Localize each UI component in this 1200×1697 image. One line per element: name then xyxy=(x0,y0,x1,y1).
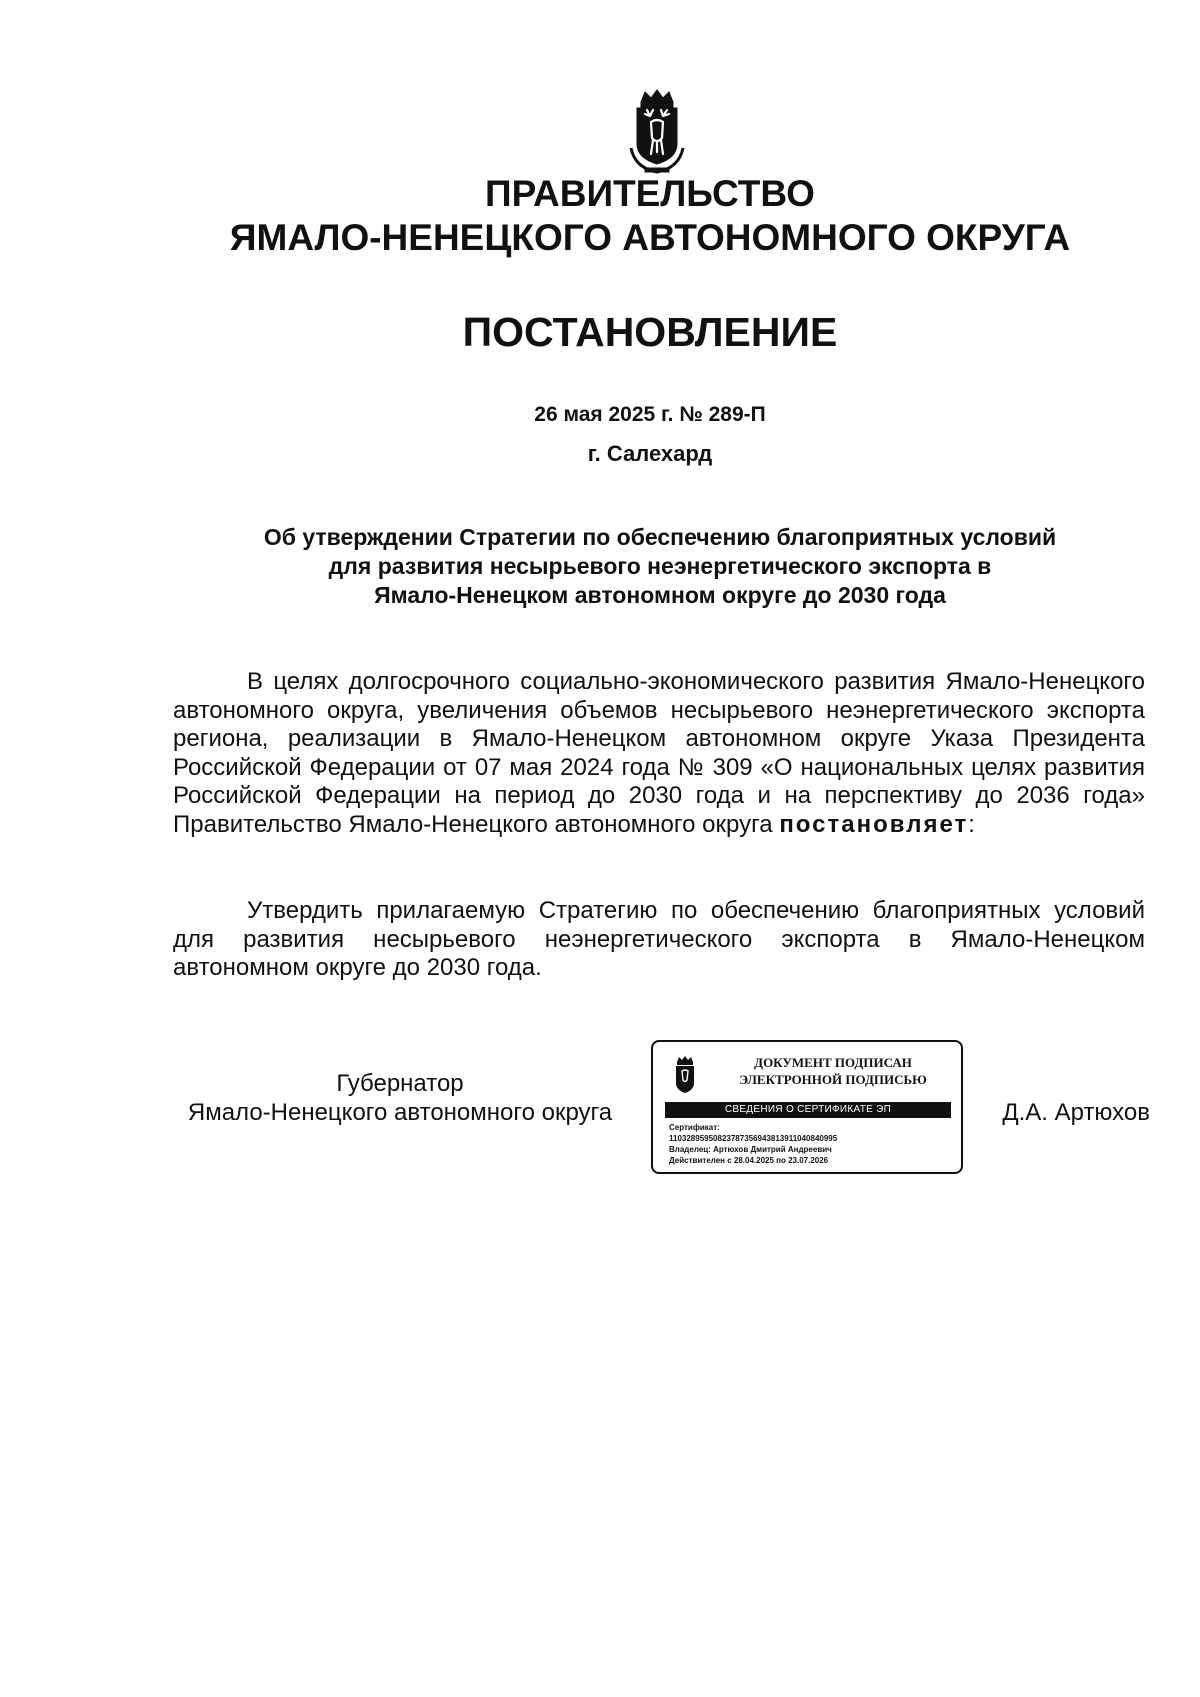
resolution-paragraph: Утвердить прилагаемую Стратегию по обеспечению благоприятных условий для развития несырьевого неэнергетического экспорта в Ямало-Ненецком автономном округе до 2030 года. xyxy=(173,897,1145,981)
certificate-validity: Действителен с 28.04.2025 по 23.07.2026 xyxy=(669,1156,829,1165)
government-name-line2: ЯМАЛО-НЕНЕЦКОГО АВТОНОМНОГО ОКРУГА xyxy=(229,217,1071,258)
signer-name: Д.А. Артюхов xyxy=(1002,1099,1150,1126)
stamp-heading-line1: ДОКУМЕНТ ПОДПИСАН xyxy=(754,1055,912,1070)
preamble-paragraph xyxy=(173,668,1145,839)
stamp-heading xyxy=(713,1054,953,1088)
certificate-owner: Владелец: Артюхов Дмитрий Андреевич xyxy=(669,1145,832,1154)
certificate-info-bar: СВЕДЕНИЯ О СЕРТИФИКАТЕ ЭП xyxy=(665,1102,951,1118)
subject-line: Об утверждении Стратегии по обеспечению благоприятных условий xyxy=(263,524,1057,550)
signatory-title: Губернатор xyxy=(336,1070,464,1097)
stamp-emblem-icon xyxy=(671,1056,699,1096)
document-date-number: 26 мая 2025 г. № 289-П xyxy=(534,403,766,426)
stamp-heading-line2: ЭЛЕКТРОННОЙ ПОДПИСЬЮ xyxy=(739,1072,927,1087)
certificate-label: Сертификат: xyxy=(669,1123,720,1132)
subject-line: Ямало-Ненецком автономном округе до 2030 года xyxy=(374,582,946,608)
document-type-title: ПОСТАНОВЛЕНИЕ xyxy=(462,309,838,355)
government-name-line1: ПРАВИТЕЛЬСТВО xyxy=(485,173,815,214)
signatory-position xyxy=(150,1069,650,1127)
resolves-keyword: постановляет xyxy=(779,810,969,838)
document-place: г. Салехард xyxy=(587,441,713,466)
document-subject xyxy=(170,523,1150,610)
coat-of-arms-emblem xyxy=(625,88,689,176)
electronic-signature-stamp xyxy=(651,1040,963,1174)
signatory-region: Ямало-Ненецкого автономного округа xyxy=(187,1099,613,1126)
subject-line: для развития несырьевого неэнергетического экспорта в xyxy=(328,553,992,579)
certificate-number: 11032895950823787356943813911040840995 xyxy=(669,1134,838,1143)
preamble-text: В целях долгосрочного социально-экономического развития Ямало-Ненецкого автономного округа, увеличения объемов несырьевого неэнергетического экспорта региона, реализации в Ямало-Ненецком автономном округе Указа Президента Российской Федерации от 07 мая 2024 года № 309 «О национальных целях развития Российской Федерации на период до 2030 года и на перспективу до 2036 года» Правительство Ямало-Ненецкого автономного округа xyxy=(173,668,1145,838)
preamble-colon: : xyxy=(968,810,975,838)
